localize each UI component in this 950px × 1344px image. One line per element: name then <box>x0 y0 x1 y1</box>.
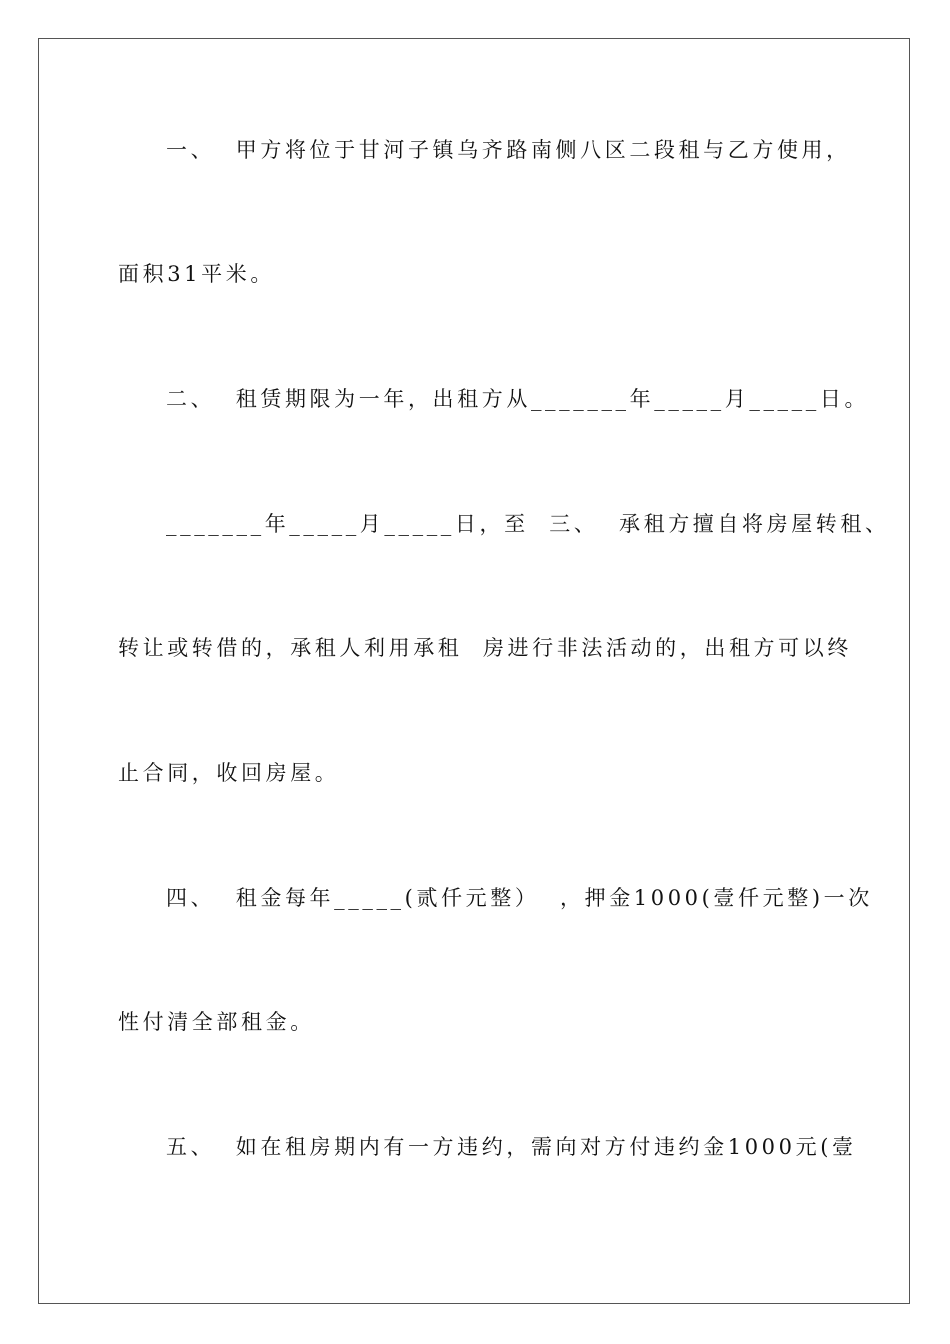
page-border <box>38 38 910 1304</box>
clause-2-3-line: _______年_____月_____日，至 三、 承租方擅自将房屋转租、 <box>166 512 890 536</box>
clause-2-line-1: 二、 租赁期限为一年，出租方从_______年_____月_____日。 <box>166 387 870 411</box>
clause-1-line-2: 面积31平米。 <box>118 262 275 286</box>
clause-3-line-3: 止合同，收回房屋。 <box>118 761 340 785</box>
clause-5-line-1: 五、 如在租房期内有一方违约，需向对方付违约金1000元(壹 <box>166 1135 857 1159</box>
clause-4-line-1: 四、 租金每年_____(贰仟元整） ，押金1000(壹仟元整)一次 <box>166 886 873 910</box>
clause-3-line-2: 转让或转借的，承租人利用承租 房进行非法活动的，出租方可以终 <box>118 636 852 660</box>
clause-1-line-1: 一、 甲方将位于甘河子镇乌齐路南侧八区二段租与乙方使用， <box>166 138 851 162</box>
clause-4-line-2: 性付清全部租金。 <box>118 1010 315 1034</box>
